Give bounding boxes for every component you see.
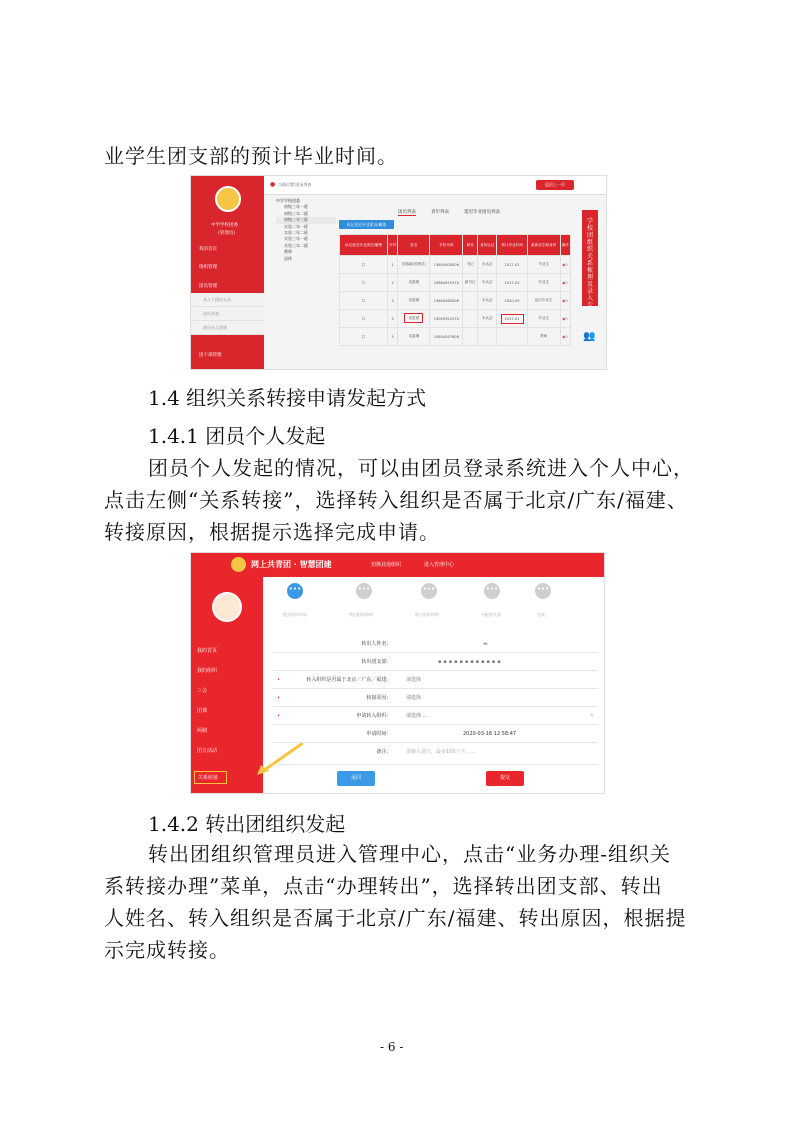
view-icon[interactable]: ◉: [562, 316, 566, 321]
beijing-guangdong-fujian-select[interactable]: 请选择: [406, 677, 422, 683]
field-label: 转出人姓名:: [361, 641, 388, 647]
app-header: [191, 553, 604, 577]
view-icon[interactable]: ◉: [562, 298, 566, 303]
table-cell: [398, 310, 430, 328]
row-actions[interactable]: [560, 256, 570, 274]
table-cell: 教师: [527, 328, 560, 346]
edit-icon[interactable]: ✎: [565, 280, 569, 285]
highlighted-grad-date: 2017-01: [501, 314, 524, 324]
step-icon: •••: [421, 583, 437, 599]
submenu-item[interactable]: 团员录入团课: [191, 321, 264, 335]
heading-1-4: 1.4 组织关系转接申请发起方式: [148, 386, 427, 410]
step-label: 分配团支部: [481, 612, 501, 617]
step-icon: •••: [356, 583, 372, 599]
table-cell: 吴镇融(管理员): [398, 256, 430, 274]
menu-cadre-manage[interactable]: 团干部管理: [199, 353, 222, 358]
table-cell: 毕业生: [527, 256, 560, 274]
para1-line2: 点击左侧“关系转接”，选择转入组织是否属于北京/广东/福建、: [104, 488, 688, 512]
tree-node[interactable]: 中学学校团委: [276, 198, 300, 203]
column-header: 操作: [560, 235, 570, 256]
avatar[interactable]: [212, 592, 242, 622]
menu-activities[interactable]: 团日活动: [197, 748, 218, 754]
location-pin-icon: ●: [270, 181, 276, 188]
member-table: [339, 234, 571, 346]
field-value-masked: ▬: [483, 641, 488, 647]
table-cell: [463, 292, 478, 310]
row-checkbox[interactable]: ☐: [340, 292, 388, 310]
enter-admin-link[interactable]: 进入管理中心: [424, 562, 455, 568]
step-label: 转出组织审核: [349, 612, 373, 617]
para2-line4: 示完成转接。: [104, 938, 230, 962]
table-cell: [497, 310, 527, 328]
org-tree: [276, 198, 336, 262]
menu-org-manage[interactable]: 组织管理: [199, 265, 217, 270]
table-cell: 延迟毕业生: [527, 292, 560, 310]
tab-youth-list[interactable]: 青年列表: [431, 210, 449, 215]
menu-lessons[interactable]: 团课: [197, 708, 208, 714]
remarks-textarea[interactable]: 请输入备注，最多100个字......: [406, 749, 476, 755]
highlighted-name: 吴更豪: [404, 313, 423, 323]
page-number: - 6 -: [380, 1040, 404, 1054]
table-cell: 书记: [463, 256, 478, 274]
step-icon: •••: [535, 583, 551, 599]
heading-1-4-2: 1.4.2 转出团组织发起: [148, 812, 346, 836]
column-header: 序号: [388, 235, 398, 256]
breadcrumb: 当前位置:团员列表: [278, 182, 312, 187]
tree-node[interactable]: 初级三年二班: [284, 210, 308, 216]
brand-title: 网上共青团 · 智慧团建: [251, 560, 332, 569]
menu-member-manage[interactable]: 团员管理: [199, 284, 217, 289]
table-cell: 2020-09: [497, 292, 527, 310]
row-checkbox[interactable]: ☐: [340, 328, 388, 346]
table-cell: 未认证: [478, 292, 497, 310]
para2-line3: 人姓名、转入组织是否属于北京/广东/福建、转出原因，根据提: [104, 906, 687, 930]
tab-delayed-list[interactable]: 延迟毕业团员列表: [464, 210, 500, 215]
field-row: [273, 654, 598, 671]
heading-1-4-1: 1.4.1 团员个人发起: [148, 424, 326, 448]
edit-icon[interactable]: ✎: [589, 713, 594, 719]
required-mark: •: [277, 695, 280, 701]
transfer-reason-select[interactable]: 请选择: [406, 695, 422, 701]
column-header: 最新状态和身份: [527, 235, 560, 256]
table-cell: 未认证: [478, 310, 497, 328]
para2-line2: 系转接办理”菜单，点击“办理转出”，选择转出团支部、转出: [104, 874, 663, 898]
table-cell: 未认证: [478, 274, 497, 292]
row-checkbox[interactable]: ☐: [340, 274, 388, 292]
field-value-masked: ▪︎▪︎▪︎▪︎▪︎▪︎▪︎▪︎▪︎▪︎▪︎▪︎: [438, 659, 503, 665]
tree-node[interactable]: 教师: [284, 249, 292, 255]
tree-node[interactable]: 初级三年一班: [284, 204, 308, 210]
column-header: 身份认证: [478, 235, 497, 256]
table-row: [340, 310, 571, 328]
field-label: 转入组织是否属于北京／广东／福建:: [306, 677, 388, 683]
required-mark: •: [277, 677, 280, 683]
screenshot-member-list: [190, 175, 607, 370]
column-header: 职务: [463, 235, 478, 256]
menu-meetings[interactable]: 三会: [197, 688, 208, 694]
intro-line: 业学生团支部的预计毕业时间。: [104, 144, 398, 168]
tree-node[interactable]: 实验二年一班: [284, 223, 308, 229]
screenshot-transfer-form: [190, 552, 605, 794]
submenu-item[interactable]: 团员列表: [191, 307, 264, 321]
field-label: 备注:: [376, 749, 388, 755]
table-cell: 1: [388, 256, 398, 274]
para1-line1: 团员个人发起的情况，可以由团员登录系统进入个人中心，: [148, 456, 694, 480]
table-cell: 吴素琳: [398, 328, 430, 346]
table-cell: 4: [388, 310, 398, 328]
tab-member-list[interactable]: 团员列表: [398, 210, 416, 215]
row-actions[interactable]: [560, 292, 570, 310]
users-icon[interactable]: 👥: [583, 331, 596, 342]
back-button[interactable]: 返回: [337, 771, 375, 786]
field-label: 转出团支部:: [361, 659, 388, 665]
table-cell: 2017-01: [497, 256, 527, 274]
table-row: [340, 292, 571, 310]
column-header: 姓名: [398, 235, 430, 256]
table-cell: 13600460008: [430, 292, 463, 310]
edit-icon[interactable]: ✎: [565, 316, 569, 321]
field-row: [273, 690, 598, 707]
table-cell: 5: [388, 328, 398, 346]
table-cell: [463, 310, 478, 328]
row-checkbox[interactable]: ☐: [340, 310, 388, 328]
submenu-item[interactable]: 录入下团员人员: [191, 293, 264, 307]
table-cell: 未认证: [478, 256, 497, 274]
menu-two-systems[interactable]: 两制: [197, 728, 208, 734]
table-cell: 吴素媛: [398, 292, 430, 310]
row-actions[interactable]: [560, 310, 570, 328]
view-icon[interactable]: ◉: [562, 262, 566, 267]
table-cell: 毕业生: [527, 310, 560, 328]
step-label: 转入组织审核: [415, 612, 439, 617]
table-cell: 副书记: [463, 274, 478, 292]
view-icon[interactable]: ◉: [562, 334, 566, 339]
top-bar: [264, 176, 606, 195]
edit-icon[interactable]: ✎: [565, 298, 569, 303]
league-logo-icon: [231, 557, 246, 572]
org-name: 中学学校团委: [211, 223, 238, 228]
field-row: [273, 636, 598, 653]
table-cell: 15864551970: [430, 274, 463, 292]
table-cell: 2: [388, 274, 398, 292]
row-actions[interactable]: [560, 274, 570, 292]
table-cell: [497, 328, 527, 346]
league-logo-icon: [215, 186, 241, 212]
column-header: 手机号码: [430, 235, 463, 256]
edit-icon[interactable]: ✎: [565, 334, 569, 339]
mark-delayed-button[interactable]: 标记延迟毕业团员/撤销: [339, 220, 394, 229]
table-cell: 毕业生: [527, 274, 560, 292]
switch-org-link[interactable]: 切换其他组织: [371, 562, 402, 568]
step-label: 提交转接申请: [283, 612, 307, 617]
menu-home[interactable]: 我的首页: [197, 648, 218, 654]
table-row: [340, 328, 571, 346]
field-row: [273, 708, 598, 725]
table-cell: [463, 328, 478, 346]
table-cell: 2017-01: [497, 274, 527, 292]
field-label: 申请时间:: [366, 731, 388, 737]
column-header: 预计毕业时间: [497, 235, 527, 256]
table-row: [340, 256, 571, 274]
step-icon: •••: [484, 583, 500, 599]
field-label: 转接原因:: [366, 695, 388, 701]
row-actions[interactable]: [560, 328, 570, 346]
table-cell: 13600000006: [430, 256, 463, 274]
field-row: [273, 744, 598, 765]
required-mark: •: [277, 713, 280, 719]
tree-node[interactable]: 实验二年二班: [284, 230, 308, 236]
field-row: [273, 726, 598, 743]
step-label: 完成: [537, 612, 545, 617]
table-cell: 吴素媛: [398, 274, 430, 292]
tree-node[interactable]: 初级三年三班: [276, 217, 336, 223]
right-quick-panel[interactable]: [582, 210, 598, 316]
apply-time-value: 2020-03-16 12:58:47: [463, 731, 517, 737]
view-icon[interactable]: ◉: [562, 280, 566, 285]
para2-line1: 转出团组织管理员进入管理中心，点击“业务办理-组织关: [148, 842, 671, 866]
field-label: 申请转入组织:: [356, 713, 388, 719]
submit-button[interactable]: 提交: [486, 771, 524, 786]
edit-icon[interactable]: ✎: [565, 262, 569, 267]
back-button[interactable]: 返回上一页: [536, 180, 574, 190]
right-panel-label: 学校团组织关系梳理及录入专区: [586, 218, 593, 316]
menu-relation-transfer[interactable]: 关系转接: [194, 771, 227, 784]
column-header: 标记延迟毕业团员/撤销: [340, 235, 388, 256]
table-cell: 15804297608: [430, 328, 463, 346]
table-cell: 3: [388, 292, 398, 310]
table-row: [340, 274, 571, 292]
row-checkbox[interactable]: ☐: [340, 256, 388, 274]
tree-node[interactable]: 退休: [284, 255, 292, 261]
step-icon: •••: [287, 583, 303, 599]
field-row: [273, 672, 598, 689]
tree-node[interactable]: 实验三年一班: [284, 236, 308, 242]
menu-home[interactable]: 我的首页: [199, 247, 217, 252]
org-role: (管理员): [218, 231, 236, 236]
sidebar: [191, 176, 264, 369]
menu-my-org[interactable]: 我的组织: [197, 668, 218, 674]
table-cell: 13000321070: [430, 310, 463, 328]
para1-line3: 转接原因，根据提示选择完成申请。: [104, 520, 440, 544]
tree-node[interactable]: 实验三年二班: [284, 242, 308, 248]
target-org-select[interactable]: 请选择 ...: [406, 713, 428, 719]
table-cell: [478, 328, 497, 346]
